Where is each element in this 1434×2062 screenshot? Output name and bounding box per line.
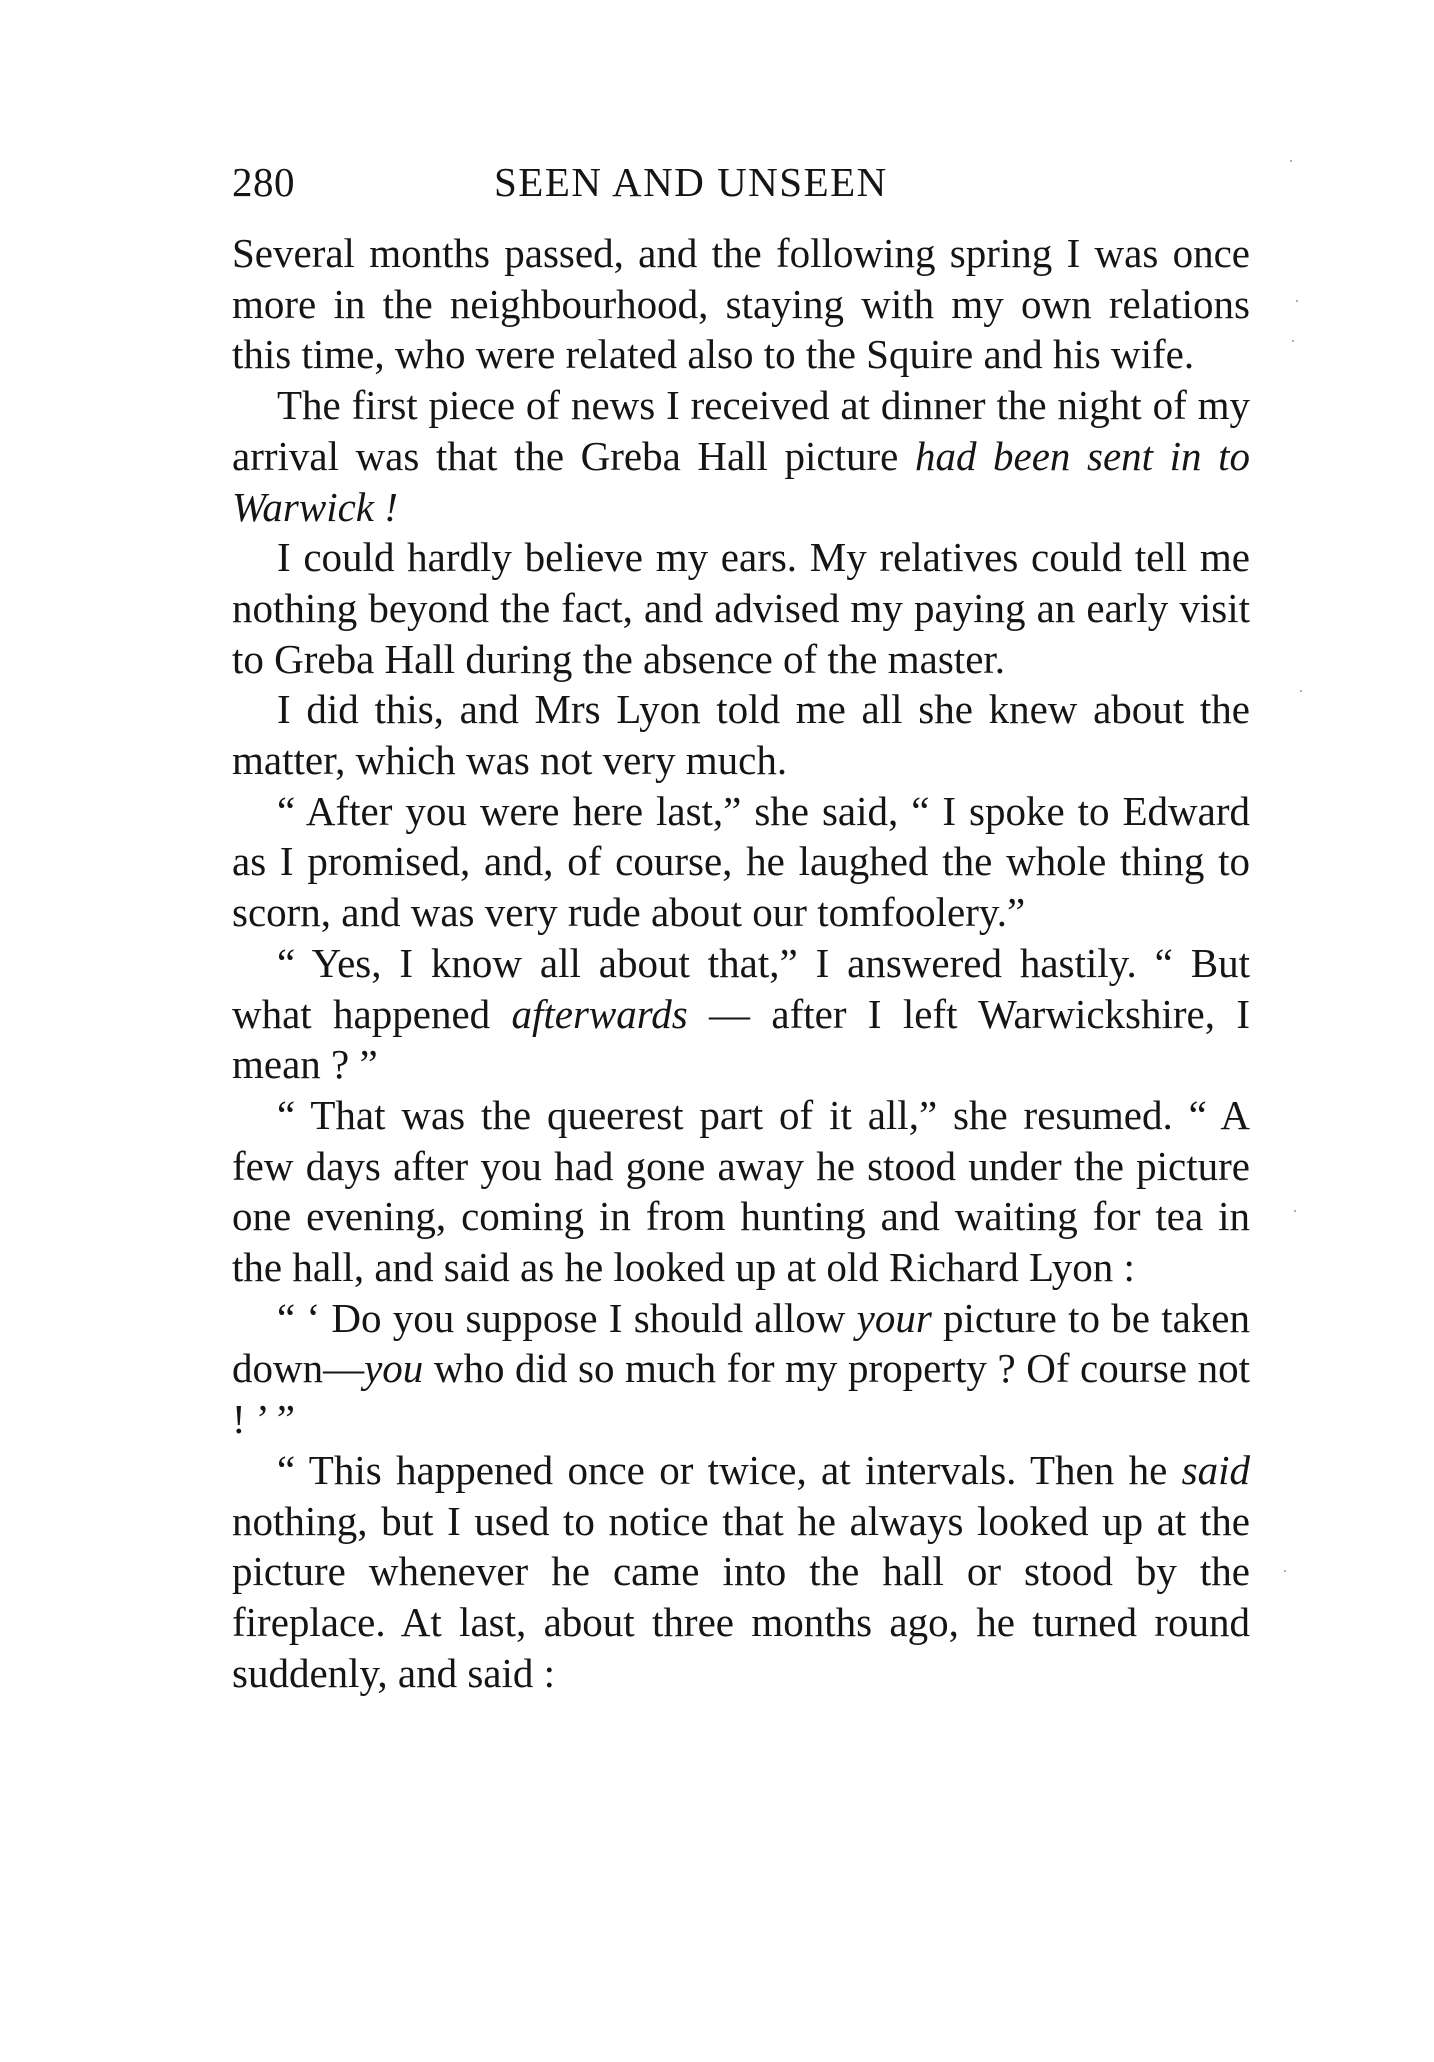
italic-text: your	[856, 1294, 932, 1341]
paragraph	[232, 786, 1250, 938]
italic-text: had been sent in to Warwick !	[232, 432, 1250, 530]
scan-speck	[1294, 1210, 1296, 1212]
running-title: SEEN AND UNSEEN	[494, 159, 888, 205]
scan-speck	[1296, 300, 1298, 302]
page-number: 280	[232, 159, 295, 205]
paragraph	[232, 1293, 1250, 1445]
scan-speck	[1292, 340, 1294, 342]
italic-text: said	[1181, 1446, 1250, 1493]
paragraph-text: I could hardly believe my ears. My relatives could tell me nothing beyond the fact, and advised my paying an early visit to Greba Hall during the absence of the master.	[232, 534, 1250, 682]
paragraph	[232, 532, 1250, 684]
paragraph-text: The first piece of news I received at dinner the night of my arrival was that the Greba Hall picture	[232, 382, 1250, 479]
paragraph	[232, 938, 1250, 1090]
body-text	[232, 228, 1250, 1698]
paragraph	[232, 228, 1250, 380]
paragraph-text: — after I left Warwickshire, I mean ? ”	[232, 990, 1250, 1088]
paragraph-text: “ Yes, I know all about that,” I answered hastily. “ But what happened	[232, 939, 1250, 1037]
paragraph-text: picture to be taken down—	[232, 1294, 1250, 1392]
paragraph-text: nothing, but I used to notice that he always looked up at the picture whenever he came into the hall or stood by the fireplace. At last, about three months ago, he turned round suddenly, and said :	[232, 1497, 1250, 1696]
paragraph-text: “ That was the queerest part of it all,” she resumed. “ A few days after you had gone away he stood under the picture one evening, coming in from hunting and waiting for tea in the hall, and said as he looked up at old Richard Lyon :	[232, 1091, 1250, 1291]
running-head	[232, 156, 1250, 208]
scan-speck	[1284, 1570, 1286, 1572]
paragraph-text: I did this, and Mrs Lyon told me all she knew about the matter, which was not very much.	[232, 686, 1250, 784]
paragraph	[232, 1445, 1250, 1699]
paragraph-text: “ ‘ Do you suppose I should allow	[277, 1294, 857, 1341]
paragraph	[232, 380, 1250, 532]
paragraph	[232, 684, 1250, 785]
paragraph-text: Several months passed, and the following spring I was once more in the neighbourhood, staying with my own relations this time, who were related also to the Squire and his wife.	[232, 230, 1250, 378]
paragraph-text: who did so much for my property ? Of course not ! ’ ”	[232, 1345, 1250, 1443]
paragraph-text: “ This happened once or twice, at intervals. Then he	[277, 1446, 1182, 1493]
italic-text: afterwards	[511, 990, 688, 1037]
scan-speck	[1290, 160, 1292, 162]
scan-speck	[1300, 690, 1302, 692]
paragraph	[232, 1090, 1250, 1293]
italic-text: you	[364, 1345, 424, 1392]
paragraph-text: “ After you were here last,” she said, “ I spoke to Edward as I promised, and, of course, he laughed the whole thing to scorn, and was very rude about our tomfoolery.”	[232, 787, 1250, 936]
